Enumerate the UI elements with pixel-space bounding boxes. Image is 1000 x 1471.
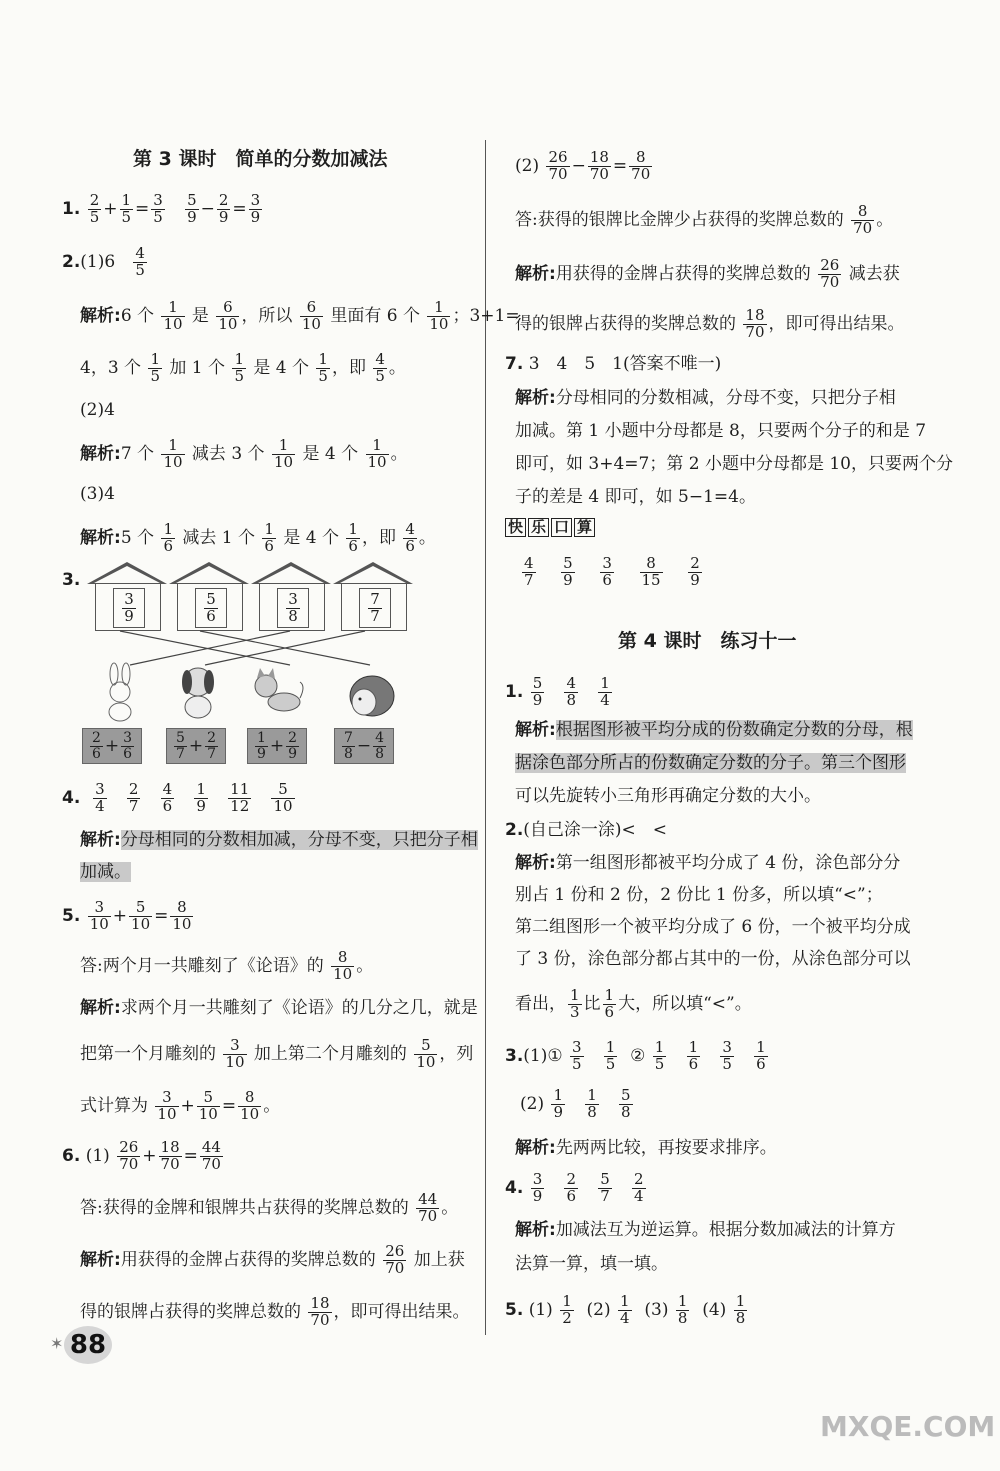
q5-jx2: 把第一个月雕刻的 $\frac{3}{10}$ 加上第二个月雕刻的 $\frac{5}{10}$ ，列 [80, 1036, 474, 1071]
star-icon: ✶ [50, 1334, 64, 1353]
kuaile-kousuan-header [505, 518, 597, 537]
q2-jx1a: 解析:6 个 $\frac{1}{10}$ 是 $\frac{6}{10}$ ，所以 $\frac{6}{10}$ 里面有 6 个 $\frac{1}{10}$ ；3+1= [80, 298, 520, 333]
dog-icon [168, 660, 228, 720]
expression-card-3: 1 9 + 2 9 [247, 728, 307, 764]
analysis-label: 解析: [515, 853, 556, 873]
p1-number: 1. [505, 681, 524, 702]
q2-jx1b: 4，3 个 $\frac{1}{5}$ 加 1 个 $\frac{1}{5}$ 是 4 个 $\frac{1}{5}$ ，即 $\frac{4}{5}$ 。 [80, 350, 406, 385]
p2-number: 2. [505, 820, 524, 840]
q4-jx-text-2: 加减。 [80, 862, 131, 882]
p5-number: 5. [505, 1299, 524, 1320]
p5-line: 5. (1) $\frac{1}{2}$ (2) $\frac{1}{4}$ (3) $\frac{1}{8}$ (4) $\frac{1}{8}$ [505, 1292, 746, 1327]
p4-line: 4. $\frac{3}{9}$ $\frac{2}{6}$ $\frac{5}{7}$ $\frac{2}{4}$ [505, 1170, 644, 1205]
analysis-label: 解析: [80, 443, 121, 464]
kuaile-answers: $\frac{4}{7}$ $\frac{5}{9}$ $\frac{3}{6}$ $\frac{8}{15}$ $\frac{2}{9}$ [524, 554, 700, 589]
q2-number: 2. [62, 251, 81, 272]
p2-line [505, 822, 667, 839]
house-3: 3 8 [255, 562, 327, 632]
house-1: 3 9 [91, 562, 163, 632]
q6-number: 6. [62, 1145, 81, 1166]
q7-number: 7. [505, 354, 524, 374]
q2-p3: (3)4 [80, 484, 115, 504]
fraction: $\frac{2}{5}$ [89, 191, 100, 226]
kuaile-char-4: 算 [574, 518, 595, 537]
p2-jx4: 了 3 份，涂色部分都占其中的一份，从涂色部分可以 [515, 949, 911, 969]
q3-number: 3. [62, 570, 81, 590]
analysis-label: 解析: [80, 830, 121, 850]
hedgehog-icon [340, 664, 400, 724]
q5-jx1 [80, 1000, 478, 1017]
p1-jx2 [515, 755, 906, 772]
analysis-label: 解析: [80, 527, 121, 548]
q1-number: 1. [62, 198, 81, 219]
p1-jx-text-2: 据涂色部分所占的份数确定分数的分子。第三个图形 [515, 753, 906, 773]
analysis-label: 解析: [80, 305, 121, 326]
p3-jx-text: 先两两比较，再按要求排序。 [555, 1138, 777, 1158]
q6-jx1: 解析:用获得的金牌占获得的奖牌总数的 $\frac{26}{70}$ 加上获 [80, 1242, 465, 1277]
p1-jx-text-1: 根据图形被平均分成的份数确定分数的分母，根 [555, 720, 913, 740]
p2-jx3: 第二组图形一个被平均分成了 6 份，一个被平均分成 [515, 917, 911, 937]
q4-jx-text: 分母相同的分数相加减，分母不变，只把分子相 [120, 830, 478, 850]
rabbit-icon [92, 662, 152, 722]
p2-jx-text-1: 第一组图形都被平均分成了 4 份，涂色部分分 [555, 853, 901, 873]
q5-jx3: 式计算为 $\frac{3}{10}$ + $\frac{5}{10}$ = $\frac{8}{10}$ 。 [80, 1088, 281, 1123]
p3-number: 3. [505, 1045, 524, 1066]
expression-card-4: 7 8 − 4 8 [334, 728, 394, 764]
analysis-label: 解析: [515, 1138, 556, 1158]
q5-eq: 5. $\frac{3}{10}$ + $\frac{5}{10}$ = $\frac{8}{10}$ [62, 898, 192, 933]
p4-number: 4. [505, 1177, 524, 1198]
q6-answer: 答:获得的金牌和银牌共占获得的奖牌总数的 $\frac{44}{70}$ 。 [80, 1190, 459, 1225]
p2-jx2: 别占 1 份和 2 份，2 份比 1 份多，所以填“<”； [515, 885, 883, 905]
kuaile-char-3: 口 [551, 518, 572, 537]
q5-answer: 答:两个月一共雕刻了《论语》的 $\frac{8}{10}$ 。 [80, 948, 374, 983]
section-title-lesson4: 第 4 课时 练习十一 [618, 630, 797, 652]
q6-2-answer: 答:获得的银牌比金牌少占获得的奖牌总数的 $\frac{8}{70}$ 。 [515, 202, 894, 237]
q6-jx2: 得的银牌占获得的奖牌总数的 $\frac{18}{70}$ ，即可得出结果。 [80, 1294, 470, 1329]
watermark: MXQE.COM [820, 1410, 996, 1443]
kuaile-char-2: 乐 [528, 518, 549, 537]
house-2: 5 6 [173, 562, 245, 632]
analysis-label: 解析: [515, 263, 556, 284]
expression-card-2: 5 7 + 2 7 [166, 728, 226, 764]
q5-jx-text: 求两个月一共雕刻了《论语》的几分之几，就是 [120, 998, 478, 1018]
p2-jx5: 看出， $\frac{1}{3}$ 比 $\frac{1}{6}$ 大，所以填“<”。 [515, 986, 752, 1021]
q7-line [505, 356, 721, 373]
analysis-label: 解析: [515, 388, 556, 408]
p1-line: 1. $\frac{5}{9}$ $\frac{4}{8}$ $\frac{1}{4}$ [505, 674, 610, 709]
q6-2-eq: (2) $\frac{26}{70}$ − $\frac{18}{70}$ = $\frac{8}{70}$ [515, 148, 651, 183]
p4-jx1 [515, 1222, 896, 1239]
q7-jx-text-1: 分母相同的分数相减，分母不变，只把分子相 [555, 388, 896, 408]
q1-line: 1. $\frac{2}{5}$ + $\frac{1}{5}$ = $\frac{3}{5}$ $\frac{5}{9}$ − $\frac{2}{9}$ = $\frac{3}{9}$ [62, 191, 261, 226]
q4-number: 4. [62, 787, 81, 808]
q2-line: 2.(1)6 $\frac{4}{5}$ [62, 244, 145, 279]
q2-p2: (2)4 [80, 400, 115, 420]
q7-jx4: 子的差是 4 即可，如 5−1=4。 [515, 487, 756, 507]
p4-jx-text-1: 加减法互为逆运算。根据分数加减法的计算方 [555, 1220, 896, 1240]
analysis-label: 解析: [80, 1249, 121, 1270]
kuaile-char-1: 快 [505, 518, 526, 537]
q4-jx2 [80, 864, 131, 881]
p2-text: (自己涂一涂)< < [523, 820, 668, 840]
p3-b: (2) $\frac{1}{9}$ $\frac{1}{8}$ $\frac{5}{8}$ [520, 1086, 631, 1121]
q6-2-jx1: 解析:用获得的金牌占获得的奖牌总数的 $\frac{26}{70}$ 减去获 [515, 256, 900, 291]
p1-jx3: 可以先旋转小三角形再确定分数的大小。 [515, 786, 821, 806]
page-number: 88 [64, 1326, 112, 1364]
cat-icon [246, 664, 306, 724]
p4-jx2: 法算一算，填一填。 [515, 1254, 668, 1274]
q7-text: 3 4 5 1(答案不唯一) [528, 354, 722, 374]
house-4: 7 7 [337, 562, 409, 632]
p3-jx [515, 1140, 777, 1157]
p3-a: 3.(1)① $\frac{3}{5}$ $\frac{1}{5}$ ② $\frac{1}{5}$ $\frac{1}{6}$ $\frac{3}{5}$ $\frac{1}{6}$ [505, 1038, 766, 1073]
q5-number: 5. [62, 905, 81, 926]
section-title-lesson3: 第 3 课时 简单的分数加减法 [133, 148, 388, 170]
q4-line: 4. $\frac{3}{4}$ $\frac{2}{7}$ $\frac{4}{6}$ $\frac{1}{9}$ $\frac{11}{12}$ $\frac{5}{10}$ [62, 780, 293, 815]
q7-jx1 [515, 390, 896, 407]
q7-jx2: 加减。第 1 小题中分母都是 8，只要两个分子的和是 7 [515, 421, 927, 441]
q6-2-jx2: 得的银牌占获得的奖牌总数的 $\frac{18}{70}$ ，即可得出结果。 [515, 306, 905, 341]
q7-jx3: 即可，如 3+4=7；第 2 小题中分母都是 10，只要两个分 [515, 454, 953, 474]
p1-jx1 [515, 722, 913, 739]
analysis-label: 解析: [515, 720, 556, 740]
q4-jx1 [80, 832, 478, 849]
q6-eq: 6. (1) $\frac{26}{70}$ + $\frac{18}{70}$ = $\frac{44}{70}$ [62, 1138, 221, 1173]
analysis-label: 解析: [515, 1220, 556, 1240]
p2-jx1 [515, 855, 900, 872]
q2-jx3: 解析:5 个 $\frac{1}{6}$ 减去 1 个 $\frac{1}{6}$ 是 4 个 $\frac{1}{6}$ ，即 $\frac{4}{6}$ 。 [80, 520, 436, 555]
q2-jx2: 解析:7 个 $\frac{1}{10}$ 减去 3 个 $\frac{1}{10}$ 是 4 个 $\frac{1}{10}$ 。 [80, 436, 408, 471]
expression-card-1: 2 6 + 3 6 [82, 728, 142, 764]
analysis-label: 解析: [80, 998, 121, 1018]
